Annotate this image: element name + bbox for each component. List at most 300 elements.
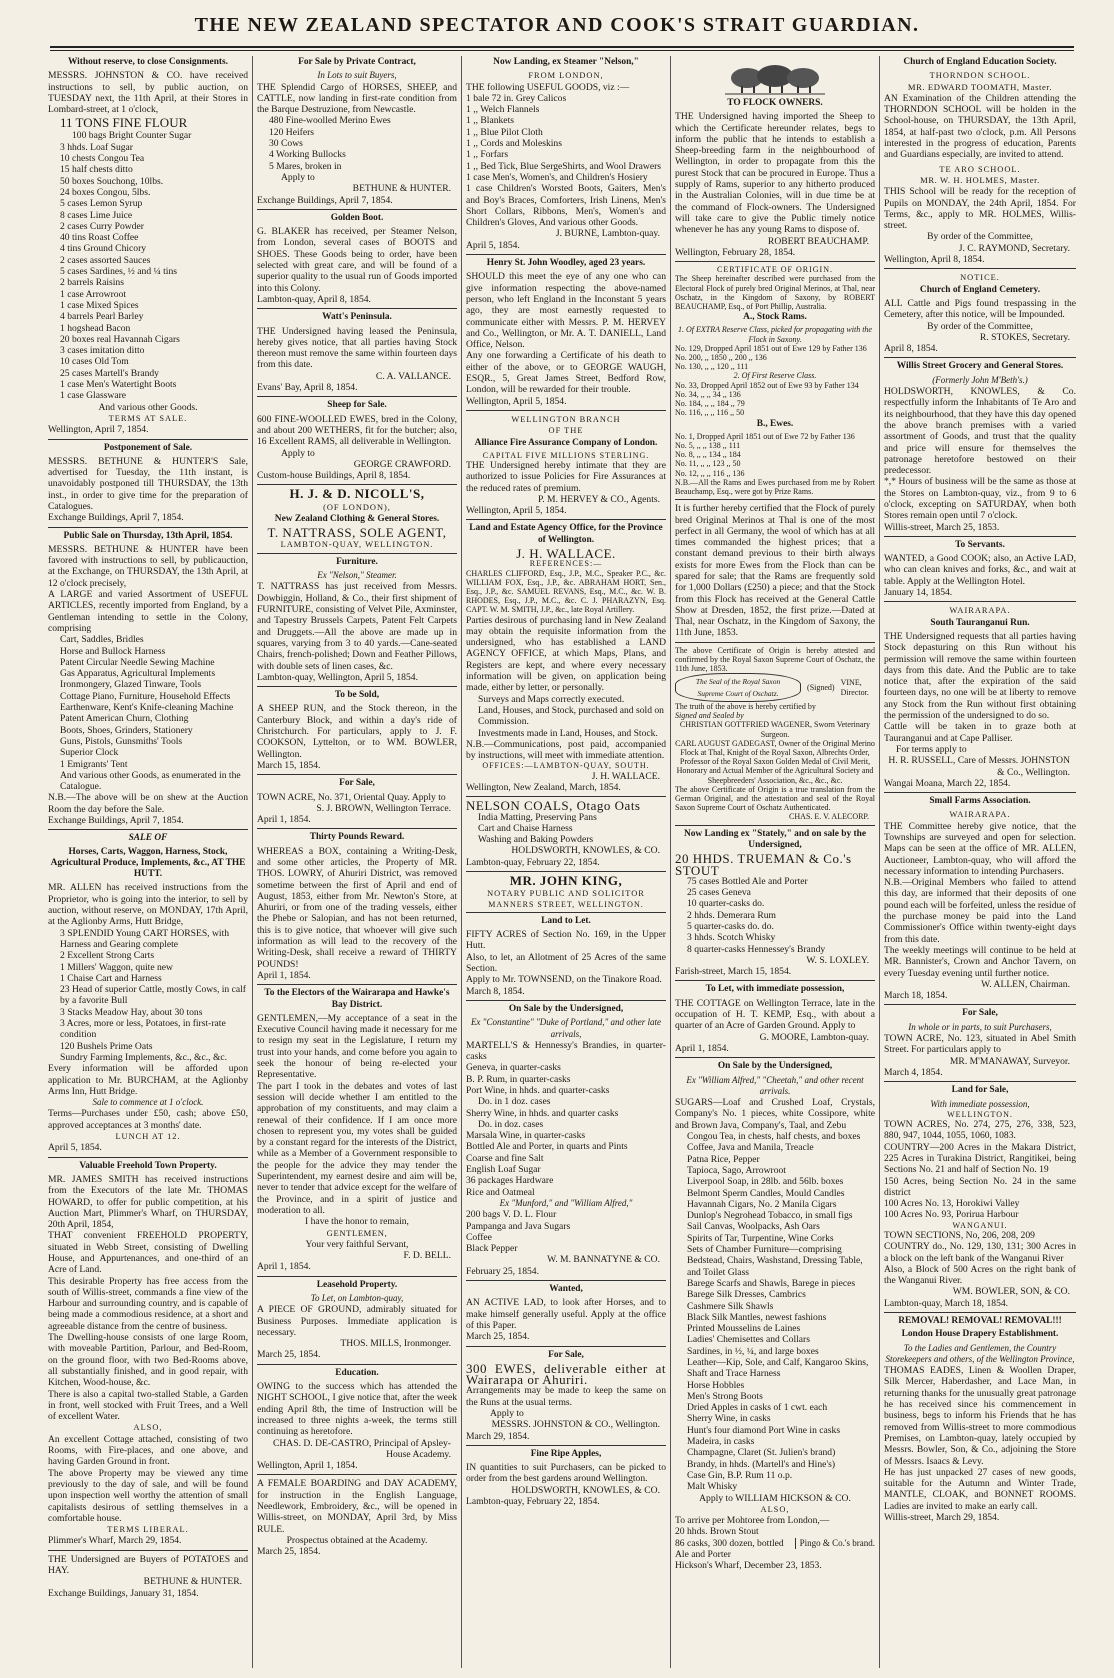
list-item: 5 cases Lemon Syrup (60, 198, 143, 210)
ad-date: Willis-street, March 29, 1854. (884, 1512, 1000, 1524)
ad-date: March 25, 1854. (257, 1349, 321, 1361)
ad-date: April 1, 1854. (257, 969, 311, 981)
ad-text: THE Undersigned are Buyers of POTATOES and HAY. (48, 1553, 248, 1576)
list-item: 3 Stacks Meadow Hay, about 30 tons (60, 1006, 203, 1018)
ad-date: Hickson's Wharf, December 23, 1853. (675, 1560, 822, 1572)
list-item: 40 tins Roast Coffee (60, 232, 139, 244)
ad-text: 150 Acres, being Section No. 24 in the same district (884, 1175, 1076, 1198)
ad-heading: Furniture. (336, 556, 378, 567)
ad-text: 600 FINE-WOOLLED EWES, bred in the Colony, and about 200 WETHERS, fit for the butcher; also, 16 Excellent RAMS, all deliverable in Wellington. (257, 413, 457, 448)
ad-heading: Henry St. John Woodley, aged 23 years. (486, 258, 646, 269)
list-item: Surveys and Maps correctly executed. (478, 693, 625, 705)
ad-date: Wellington, April 8, 1854. (884, 254, 985, 266)
ad-heading: Thirty Pounds Reward. (309, 832, 405, 843)
certificate-note: N.B.—All the Rams and Ewes purchased from me by Robert Beauchamp, Esq., were got by Prize Rams. (675, 477, 875, 497)
ad-note: N.B.—The above will be on shew at the Auction Room the day before the Sale. (48, 792, 248, 815)
ad-subheading: Ex "William Alfred," "Cheetah," and other recent arrivals. (686, 1074, 864, 1096)
list-item: Sherry Wine, in casks (687, 1413, 771, 1425)
divider (466, 519, 666, 520)
ad-subheading: REFERENCES:— (529, 559, 603, 569)
list-item: Cottage Piano, Furniture, Household Effects (60, 690, 231, 702)
list-item: Rice and Oatmeal (466, 1186, 535, 1198)
list-item: 1 ,, Blue Pilot Cloth (466, 126, 543, 138)
ad-text: By order of the Committee, (927, 231, 1033, 243)
brand-note: Pingo & Co.'s brand. (795, 1538, 875, 1549)
advertisement (257, 557, 457, 683)
ad-text: Parties desirous of purchasing land in New Zealand may obtain the requisite information from the undersigned, who has established a LAND AGENCY OFFICE, at which Maps, Plans, and Registers are kept, and where every necessary information will be given, on application being made, either by letter, or personally. (466, 614, 666, 694)
divider (466, 796, 666, 797)
list-item: Spirits of Tar, Turpentine, Wine Corks (687, 1232, 834, 1244)
advertisement (48, 1161, 248, 1547)
ad-date: Lambton-quay, April 8, 1854. (257, 293, 371, 305)
divider (257, 774, 457, 775)
ad-text: OWING to the success which has attended the NIGHT SCHOOL, I give notice that, after the week ending April 8th, the time of Instruction will be increased to three nights a-week, the terms still continuing as heretofore. (257, 1381, 457, 1438)
ad-date: Wellington, April 1, 1854. (257, 1460, 358, 1472)
ad-subheading: London House Drapery Establishment. (901, 1329, 1059, 1340)
ad-signature: HOLDSWORTH, KNOWLES, & CO. (511, 845, 660, 857)
ad-subheading: In Lots to suit Buyers, (317, 70, 397, 81)
ad-signature: G. MOORE, Lambton-quay. (759, 1031, 869, 1043)
ad-heading: Valuable Freehold Town Property. (79, 1160, 217, 1171)
ad-date: March 8, 1854. (466, 985, 525, 997)
list-item: 2 cases Curry Powder (60, 220, 144, 232)
list-item: 75 cases Bottled Ale and Porter (687, 875, 808, 887)
ad-heading: Church of England Education Society. (903, 57, 1057, 67)
list-item: 3 cases imitation ditto (60, 345, 145, 357)
ad-date: Plimmer's Wharf, March 29, 1854. (48, 1535, 182, 1547)
list-item: 23 Head of superior Cattle, mostly Cows, in calf by a favorite Bull (60, 984, 246, 1007)
ad-signature: GEORGE CRAWFORD. (353, 458, 451, 470)
ad-date: Exchange Buildings, January 31, 1854. (48, 1587, 199, 1599)
ad-heading: To be Sold, (334, 690, 380, 701)
ad-subheading: FROM LONDON, (528, 71, 604, 81)
advertisement (884, 164, 1076, 266)
ad-signature: BETHUNE & HUNTER. (352, 183, 451, 195)
ad-text: 300 EWES, deliverable either at Wairarapa or Ahuriri. (466, 1360, 666, 1388)
advertisement (675, 829, 875, 978)
ad-heading: Land to Let. (541, 915, 591, 926)
table-row: No. 11, ,, ,, 123 ,, 50 (675, 459, 741, 469)
divider (48, 829, 248, 830)
ad-text: THE Undersigned having leased the Peninsula, hereby gives notice, that all parties having Stock thereon must remove the same within fourteen days from this date. (257, 325, 457, 371)
ad-subheading: With immediate possession, (930, 1098, 1030, 1109)
list-item: 25 cases Martell's Brandy (60, 367, 159, 379)
certificate-signature: VINE, Director. (840, 678, 869, 697)
column-2 (257, 56, 457, 1668)
ad-address: LAMBTON-QUAY, WELLINGTON. (280, 539, 434, 549)
ad-text: Apply to (281, 171, 315, 183)
advertisement (466, 1004, 666, 1277)
ad-heading: Education. (335, 1367, 379, 1378)
list-item: 3 SPLENDID Young CART HORSES, with Harness and Gearing complete (60, 927, 230, 950)
list-item: Ladies' Chemisettes and Collars (687, 1334, 810, 1346)
column-4 (675, 56, 875, 1668)
list-item: Land, Houses, and Stock, purchased and sold on Commission. (478, 704, 664, 728)
divider (675, 1057, 875, 1058)
ad-heading: Wanted, (549, 1284, 583, 1295)
list-item: Men's Strong Boots (687, 1390, 763, 1402)
ad-heading: To Let, with immediate possession, (705, 984, 845, 995)
ad-date: March 15, 1854. (257, 759, 321, 771)
list-item: Cart and Chaise Harness (478, 822, 573, 834)
ad-date: April 1, 1854. (257, 1261, 311, 1273)
ad-date: Exchange Buildings, April 7, 1854. (48, 512, 184, 524)
ad-text: TOWN ACRE, No. 371, Oriental Quay. Apply to (257, 791, 446, 803)
list-item: 1 case Children's Worsted Boots, Gaiters, Men's and Boy's Braces, Comforters, Irish Linens, Men's Short Collars, Ribbons, Men's, Women's and Children's Gloves, And various other Goods. (466, 183, 666, 229)
table-row: No. 33, Dropped April 1852 out of Ewe 93 by Father 134 (675, 380, 859, 390)
advertisement (884, 57, 1076, 161)
advertisement (48, 531, 248, 827)
divider (48, 1550, 248, 1551)
ad-subheading: Horses, Carts, Waggon, Harness, Stock, Agricultural Produce, Implements, &c., AT THE HUTT. (50, 846, 246, 880)
ad-text: 100 Acres No. 93, Porirua Harbour (884, 1209, 1019, 1221)
ad-subheading: MR. EDWARD TOOMATH, Master. (907, 81, 1053, 92)
list-item: 4 tins Ground Chicory (60, 243, 147, 255)
ad-date: Wellington, April 5, 1854. (466, 395, 567, 407)
advertisement (466, 57, 666, 251)
ad-text: TOWN SECTIONS, No, 206, 208, 209 (884, 1229, 1035, 1241)
ad-text: MARTELL'S & Hennessy's Brandies, in quarter-casks (466, 1039, 666, 1063)
certificate-signature: CARL AUGUST GADEGAST, Owner of the Original Merino Flock at Thal, Knight of the Royal Saxon, Albrechts Order, Professor of the Royal Saxon Golden Medal of Civil Merit, Honorary and Actual Member of the Agricultural Society and Sheepbreeders' Association, &c., &c., &c. (675, 738, 875, 785)
ad-date: April 1, 1854. (257, 814, 311, 826)
list-item: 1 case Glassware (60, 390, 127, 402)
advertisement (257, 988, 457, 1272)
list-item: Sherry Wine, in hhds. and quarter casks (466, 1107, 619, 1119)
advertisement (257, 832, 457, 981)
ad-heading: Now Landing, ex Steamer "Nelson," (493, 57, 639, 67)
ad-text: NELSON COALS, Otago Oats (466, 798, 641, 814)
table-row: No. 116, ,, ,, 116 ,, 50 (675, 408, 745, 418)
ad-date: Wellington, February 28, 1854. (675, 246, 796, 258)
ad-heading: SALE OF (128, 833, 168, 844)
divider (884, 1081, 1076, 1082)
divider (675, 499, 875, 500)
ad-heading: To the Electors of the Wairarapa and Hawke's Bay District. (264, 988, 450, 1010)
ad-text: T. NATTRASS has just received from Messrs. Dowbiggin, Holland, & Co., their first shipment of FURNITURE, consisting of Velvet Pile, Axminster, and Tapestry Brussels Carpets, Patent Felt Carpets and Druggets.—All the above are made up in squares, varying from 3 to 40 yards.—Cane-seated Chairs, french-polished; Down and Feather Pillows, with double sets of linen cases, &c. (257, 581, 457, 672)
list-item: 4 Working Bullocks (269, 149, 346, 161)
certificate-section: A., Stock Rams. (743, 312, 807, 323)
advertisement (48, 57, 248, 436)
list-item: Case Gin, B.P. Rum 11 o.p. (687, 1469, 793, 1481)
ad-references: CHARLES CLIFFORD, Esq., J.P., M.C., Speaker P.C., &c. WILLIAM FOX, Esq., J.P., &c. ABRAHAM HORT, Sen., Esq., J.P., &c. SAMUEL REVANS, Esq., M.C., &c. W. B. RHODES, Esq., J.P., M.C., &c. C. J. PHARAZYN, Esq. CAPT. W. M. SMITH, J.P., &c., late Royal Artillery. (466, 568, 666, 615)
ad-text: T. NATTRASS, SOLE AGENT, (267, 525, 447, 541)
advertisement (884, 796, 1076, 1001)
ad-subheading: To Let, on Lambton-quay, (310, 1292, 404, 1303)
ad-subheading: Alliance Fire Assurance Company of London. (474, 437, 658, 448)
advertisement (257, 1478, 457, 1557)
ad-date: Exchange Buildings, April 7, 1854. (48, 815, 184, 826)
advertisement (884, 272, 1076, 354)
advertisement (257, 57, 457, 206)
list-item: 480 Fine-woolled Merino Ewes (269, 115, 391, 127)
ad-signature: THOS. MILLS, Ironmonger. (340, 1338, 451, 1350)
ad-text: THOMAS EADES, Linen & Woollen Draper, Silk Mercer, Haberdasher, and Lace Man, in returning thanks for the unusually great patronage he has received since his commencement in business, begs to inform his Friends that he has removed from Willis-street to more commodious Premises, on Lambton-quay, lately occupied by Messrs. Bowler, Son, & Co., adjoining the Store of Messrs. Isaacs & Levy. (884, 1365, 1076, 1467)
list-item: Malt Whisky (687, 1481, 738, 1493)
ad-signature: H. R. RUSSELL, Care of Messrs. JOHNSTON & Co., Wellington. (888, 755, 1070, 778)
ad-text: COUNTRY do., No. 129, 130, 131; 300 Acres in a block on the left bank of the Wanganui River (884, 1241, 1076, 1264)
ad-subheading: WANGANUI. (952, 1220, 1008, 1230)
column-5 (884, 56, 1076, 1668)
ad-heading: MR. JOHN KING, (509, 873, 623, 889)
certificate (675, 503, 875, 639)
ad-text: G. BLAKER has received, per Steamer Nelson, from London, several cases of BOOTS and SHOES. These Goods being to order, have been selected with great care, and will be found of a superior quality to the usual run of Goods imported into this Colony. (257, 226, 457, 294)
advertisement (675, 58, 875, 258)
ad-date: March 29, 1854. (466, 1430, 530, 1442)
list-item: 5 cases Sardines, ½ and ¼ tins (60, 266, 177, 278)
ad-heading: Fine Ripe Apples, (530, 1448, 602, 1459)
ad-signature: W. M. BANNATYNE & CO. (547, 1254, 660, 1266)
column-1 (48, 56, 248, 1668)
ad-address: OFFICES:—LAMBTON-QUAY, SOUTH. (482, 761, 650, 771)
ad-signature: F. D. BELL. (403, 1250, 451, 1262)
ad-text: An excellent Cottage attached, consisting of two Rooms, with Fire-places, and one above, and having Garden Ground in front. (48, 1433, 248, 1468)
divider (466, 871, 666, 872)
masthead: THE NEW ZEALAND SPECTATOR AND COOK'S STRAIT GUARDIAN. (194, 14, 920, 36)
ad-text: MESSRS. BETHUNE & HUNTER have been favored with instructions to sell, by publicauction, at the Exchange, on THURSDAY, the 13th April, at 12 o'clock precisely, (48, 543, 248, 589)
ad-text: FIFTY ACRES of Section No. 169, in the Upper Hutt. (466, 929, 666, 952)
ad-date: Lambton-quay, Wellington, April 5, 1854. (257, 671, 418, 683)
ad-signature: J. H. WALLACE. (591, 770, 660, 782)
ad-heading: Small Farms Association. (929, 796, 1031, 807)
ad-date: April 5, 1854. (466, 239, 520, 251)
divider (466, 410, 666, 411)
ad-note: N.B.—Communications, post paid, accompanied by instructions, will meet with immediate attention. (466, 738, 666, 762)
ad-text: J. H. WALLACE. (516, 546, 616, 562)
divider (257, 484, 457, 485)
divider (884, 792, 1076, 793)
ad-text: He has just unpacked 27 cases of new goods, suitable for the Autumn and Winter Trade, MANTLE, CLOAK, and BONNET ROOMS. Ladies are invited to make an early call. (884, 1466, 1076, 1512)
ad-date: March 4, 1854. (884, 1066, 943, 1078)
ad-signature: BETHUNE & HUNTER. (143, 1576, 242, 1588)
ad-text: THE Committee hereby give notice, that the Townships are surveyed and open for selection. Maps can be seen at the office of MR. ALLEN, Auctioneer, Lambton-quay, who will afford the necessary information to intending Purchasers. (884, 820, 1076, 877)
ad-heading: Land and Estate Agency Office, for the Province of Wellington. (469, 523, 663, 545)
ad-signature: J. BURNE, Lambton-quay. (555, 228, 660, 240)
list-item: Sundry Farming Implements, &c., &c., &c. (60, 1051, 228, 1063)
ad-text: TOWN ACRE, No. 123, situated in Abel Smith Street. For particulars apply to (884, 1033, 1076, 1056)
ad-text: Apply to (490, 1408, 524, 1419)
list-item: 20 boxes real Havannah Cigars (60, 333, 180, 345)
list-item: B. P. Rum, in quarter-casks (466, 1073, 571, 1085)
ad-date: Lambton-quay, March 18, 1854. (884, 1297, 1009, 1309)
ad-heading: Postponement of Sale. (103, 442, 193, 453)
list-item: Coarse and fine Salt (466, 1152, 544, 1164)
divider (257, 553, 457, 554)
list-item: Marsala Wine, in quarter-casks (466, 1130, 586, 1142)
ad-date: Exchange Buildings, April 7, 1854. (257, 194, 393, 206)
ad-text: TOWN ACRES, No. 274, 275, 276, 338, 523, 880, 947, 1044, 1055, 1060, 1083. (884, 1119, 1076, 1142)
list-item: English Loaf Sugar (466, 1164, 541, 1176)
divider (466, 1000, 666, 1001)
list-item: 1 ,, Forfars (466, 149, 509, 161)
list-item: Congou Tea, in chests, half chests, and boxes (687, 1131, 861, 1143)
list-item: Leather—Kip, Sole, and Calf, Kangaroo Skins, Shaft and Trace Harness (687, 1356, 869, 1380)
ad-text: AN Examination of the Children attending the THORNDON SCHOOL will be holden in the School-house, on THURSDAY, the 13th April, 1854, at half-past two o'clock, p.m. All Persons interested in the progress of education, Parents and Guardians especially, are invited to attend. (884, 92, 1076, 161)
ad-heading: Public Sale on Thursday, 13th April, 1854. (63, 530, 233, 541)
ad-closing: GENTLEMEN, (326, 1227, 388, 1238)
ad-heading: For Sale, (339, 778, 375, 789)
ad-text: Arrangements may be made to keep the same on the Runs at the usual terms. (466, 1385, 666, 1408)
advertisement (257, 213, 457, 305)
ad-text: The weekly meetings will continue to be held at MR. Bannister's, Crown and Anchor Tavern, on every Tuesday evening until further notice. (884, 944, 1076, 979)
ad-text: Prospectus obtained at the Academy. (286, 1534, 428, 1546)
signed-label: (Signed) (807, 683, 835, 693)
divider (884, 268, 1076, 269)
masthead-rule-thin (50, 50, 1074, 51)
ad-signature: S. J. BROWN, Wellington Terrace. (316, 802, 451, 814)
list-item: Earthenware, Kent's Knife-cleaning Machine (60, 702, 234, 714)
list-item: 5 quarter-casks do. do. (687, 921, 774, 932)
ad-date: April 5, 1854. (48, 1142, 102, 1154)
list-item: 2 hhds. Demerara Rum (687, 909, 776, 921)
ad-heading: Without reserve, to close Consignments. (67, 57, 229, 67)
list-item: Horse Hobbles (687, 1379, 745, 1391)
divider (466, 1280, 666, 1281)
ad-text: AN ACTIVE LAD, to look after Horses, and to make himself generally useful. Apply at the office of this Paper. (466, 1297, 666, 1331)
table-row: No. 8, ,, ,, 134 ,, 184 (675, 450, 741, 460)
ad-text: Terms—Purchases under £50, cash; above £50, approved acceptances at 3 months' date. (48, 1108, 248, 1131)
ad-text: There is also a capital two-stalled Stable, a Garden in front, well stocked with Fruit Trees, and a Well of excellent Water. (48, 1388, 248, 1423)
list-item: Dried Apples in casks of 1 cwt. each (687, 1402, 828, 1414)
ad-date: April 1, 1854. (675, 1042, 729, 1054)
list-item: 2 barrels Raisins (60, 277, 124, 289)
ad-text: 100 Acres No. 13, Horokiwi Valley (884, 1198, 1020, 1210)
list-item: Sets of Chamber Furniture—comprising Bedstead, Chairs, Washstand, Dressing Table, and Toilet Glass (687, 1244, 863, 1278)
divider (675, 261, 875, 262)
list-item: Gas Apparatus, Agricultural Implements (60, 668, 216, 680)
ad-signature: MR. M'MANAWAY, Surveyor. (949, 1055, 1070, 1067)
list-item: And various other Goods, as enumerated in the Catalogue. (60, 769, 241, 793)
list-item: Superior Clock (60, 747, 119, 759)
advertisement (466, 414, 666, 517)
ad-text: By order of the Committee, (927, 320, 1033, 332)
ad-date: Wellington, April 7, 1854. (48, 424, 149, 436)
masthead-rule (50, 46, 1074, 48)
ad-closing: Your very faithful Servant, (305, 1238, 409, 1250)
ad-text: COUNTRY—200 Acres in the Makara District, 225 Acres in Turakina District, Rangitikei, being Sections No. 21 and half of Section No. 19 (884, 1141, 1076, 1176)
list-item: Sail Canvas, Woolpacks, Ash Oars (687, 1221, 820, 1233)
ad-text: MESSRS. BETHUNE & HUNTER'S Sale, advertised for Tuesday, the 11th instant, is unavoidably postponed till THURSDAY, the 13th inst., in order to give time for the preparation of Catalogues. (48, 455, 248, 512)
list-item: 5 Mares, broken in (269, 160, 342, 172)
ad-date: Lambton-quay, February 22, 1854. (466, 856, 600, 868)
list-item: Havannah Cigars, No. 2 Manila Cigars (687, 1198, 837, 1210)
advertisement (884, 540, 1076, 598)
ad-heading: Land for Sale, (951, 1085, 1009, 1096)
advertisement (884, 605, 1076, 789)
list-item: 2 cases assorted Sauces (60, 254, 151, 266)
ad-subheading: To the Ladies and Gentlemen, the Country Storekeepers and others, of the Wellington Province, (885, 1342, 1075, 1364)
ad-heading: NOTICE. (960, 273, 1000, 283)
ad-text: MESSRS. JOHNSTON & CO. have received instructions to sell, by public auction, on TUESDAY next, the 11th April, at their Stores in Lombard-street, at 1 o'clock, (48, 70, 248, 116)
ad-heading: Leasehold Property. (316, 1279, 398, 1290)
certificate-signature: CHRISTIAN GOTTFRIED WAGENER, Sworn Veterinary Surgeon. (679, 720, 871, 739)
list-item: Guns, Pistols, Gunsmiths' Tools (60, 735, 183, 747)
ad-subheading: MR. W. H. HOLMES, Master. (920, 174, 1040, 185)
ad-subheading: In whole or in parts, to suit Purchasers, (908, 1021, 1052, 1032)
advertisement (884, 1316, 1076, 1523)
ad-signature: C. A. VALLANCE. (375, 370, 451, 382)
list-item: 11 TONS FINE FLOUR (60, 115, 188, 131)
advertisement (257, 778, 457, 825)
certificate-subsection: 2. Of First Reserve Class. (733, 371, 817, 381)
ad-signature: HOLDSWORTH, KNOWLES, & CO. (511, 1484, 660, 1496)
list-item: Dunlop's Negrohead Tobacco, in small figs (687, 1210, 853, 1222)
divider (466, 1346, 666, 1347)
advertisement (257, 1280, 457, 1361)
ad-subheading: Ex "Nelson," Steamer. (317, 570, 397, 581)
ad-text: The Dwelling-house consists of one large Room, with moveable Partition, Parlour, and Bed-Room, on the ground floor, with two Bed-Rooms above, all substantially finished, and in good repair, with Kitchen, Wood-house, &c. (48, 1332, 248, 1389)
divider (257, 1364, 457, 1365)
ad-text: IN quantities to suit Purchasers, can be picked to order from the best gardens around Wellington. (466, 1462, 666, 1485)
certificate-text: The truth of the above is hereby certified by (675, 701, 816, 711)
table-row: No. 1, Dropped April 1851 out of Ewe 72 by Father 136 (675, 431, 855, 441)
ad-heading: For Sale, (548, 1349, 584, 1360)
certificate-text: The above Certificate of Origin is a true translation from the German Original, and the attestation and seal of the Royal Saxon Supreme Court of Oschatz Authenticated. (675, 784, 875, 813)
table-row: No. 200, ,, 1850 ,, 200 ,, 136 (675, 353, 767, 363)
list-item: 8 quarter-casks Hennessey's Brandy (687, 943, 826, 955)
divider (466, 912, 666, 913)
advertisement (48, 443, 248, 524)
ad-text: GENTLEMEN,—My acceptance of a seat in the Executive Council having made it necessary for me to resign my seat in the Legislature, I return my trust into your hands, and come before you again to seek the honour of being re-elected your Representative. (257, 1012, 457, 1081)
list-item: 1 Millers' Waggon, quite new (60, 961, 173, 973)
advertisement (466, 916, 666, 997)
list-item: Boots, Shoes, Grinders, Stationery (60, 724, 193, 736)
ad-subheading: South Tauranganui Run. (930, 617, 1030, 628)
ad-heading: Sheep for Sale. (327, 400, 387, 411)
signed-label: Signed and Sealed by (675, 711, 744, 721)
ad-text: WHEREAS a BOX, containing a Writing-Desk, and some other articles, the Property of MR. THOS. LOWRY, of Ahuriri District, was removed sometime between the first of April and end of August, 1853, either from Mr. Newton's Store, at Ahuriri, or from one of the trading vessels, either the Phebe or Salopian, and has not been returned, this is to give notice, that whoever will give such information as will lead to the recovery of the Writing-Desk, shall receive a reward of THIRTY POUNDS! (257, 845, 457, 970)
list-item: Liverpool Soap, in 28lb. and 56lb. boxes (687, 1176, 844, 1188)
ad-note: LUNCH AT 12. (115, 1132, 181, 1142)
ad-signature: J. C. RAYMOND, Secretary. (958, 242, 1070, 254)
advertisement (466, 523, 666, 793)
certificate-text: It is further hereby certified that the Flock of purely bred Original Merinos at Thal is one of the most perfect in all Germany, the wool of which has at all times commanded the highest prices; that a constant demand previous to their birth always exists for more Ewes from the Flock than can be spared for sale; that the Rams are frequently sold for 1,000 Dollars (£250) a piece; and that the Stock from this Flock has received at the General Cattle Show at Dresden, 1852, the first prize.—Dated at Thal, near Oschatz, in the Kingdom of Saxony, the 11th June, 1853. (675, 503, 875, 639)
list-item: Bottled Ale and Porter, in quarts and Pints (466, 1141, 628, 1153)
ad-heading: REMOVAL! REMOVAL! REMOVAL!!! (898, 1315, 1062, 1326)
divider (884, 1004, 1076, 1005)
list-item: 4 barrels Pearl Barley (60, 311, 144, 323)
ad-text: A LARGE and varied Assortment of USEFUL ARTICLES, recently imported from England, by a Gentleman intending to settle in the Colony, comprising (48, 589, 248, 634)
table-row: No. 129, Dropped April 1851 out of Ewe 129 by Father 136 (675, 343, 867, 353)
ad-text: THE Undersigned requests that all parties having Stock depasturing on this Run without his permission will remove the same within fourteen days from this date. And the Public are to take notice that, after the expiration of the said fourteen days, no one will be at liberty to remove any Stock from the Run without first obtaining the permission of the undersigned to do so. (884, 630, 1076, 722)
ad-date: Wellington, April 5, 1854. (466, 505, 567, 517)
ad-text: Apply to (281, 447, 315, 459)
ad-text: Every information will be afforded upon application to Mr. BURCHAM, at the Aglionby Arms Inn, Hutt Bridge. (48, 1063, 248, 1097)
list-item: 1 ,, Welch Flannels (466, 104, 540, 116)
ad-signature: W. S. LOXLEY. (806, 954, 869, 966)
ad-date: Willis-street, March 25, 1853. (884, 521, 1000, 533)
ad-heading: Willis Street Grocery and General Stores. (896, 361, 1064, 372)
ad-subheading: NOTARY PUBLIC AND SOLICITOR (487, 889, 645, 899)
column-divider (670, 56, 671, 1668)
table-row: No. 34, ,, ,, 34 ,, 136 (675, 389, 741, 399)
table-row: No. 5, ,, ,, 138 ,, 111 (675, 441, 741, 450)
list-item: Ironmongery, Glazed Tinware, Tools (60, 679, 202, 691)
list-item: 86 casks, 300 dozen, bottled Ale and Porter (675, 1537, 784, 1561)
list-item: 1 case Mixed Spices (60, 299, 139, 311)
list-item: 1 case Men's, Women's, and Children's Hosiery (466, 171, 648, 183)
list-item: Do. in 1 doz. cases (478, 1096, 551, 1108)
ad-text: SUGARS—Loaf and Crushed Loaf, Crystals, Company's No. 1 pieces, white Cossipore, white and Brown Java, Company's, Taal, and Zebu (675, 1097, 875, 1131)
ad-apply: Apply to WILLIAM HICKSON & CO. (699, 1492, 851, 1504)
ad-subheading: Ex "Constantine" "Duke of Portland," and other late arrivals, (470, 1017, 662, 1039)
ad-subheading: (Formerly John M'Beth's.) (932, 374, 1028, 385)
list-item: Coffee (466, 1231, 492, 1243)
advertisement (466, 1449, 666, 1507)
ad-heading: H. J. & D. NICOLL'S, (289, 486, 425, 502)
list-item: Port Wine, in hhds. and quarter-casks (466, 1084, 610, 1096)
ad-text: A FEMALE BOARDING and DAY ACADEMY, for instruction in the English Language, Needlework, Embroidery, &c., will be opened in Willis-street, on MONDAY, April 3rd, by Miss RULE. (257, 1478, 457, 1535)
list-item: 10 quarter-casks do. (687, 898, 765, 910)
